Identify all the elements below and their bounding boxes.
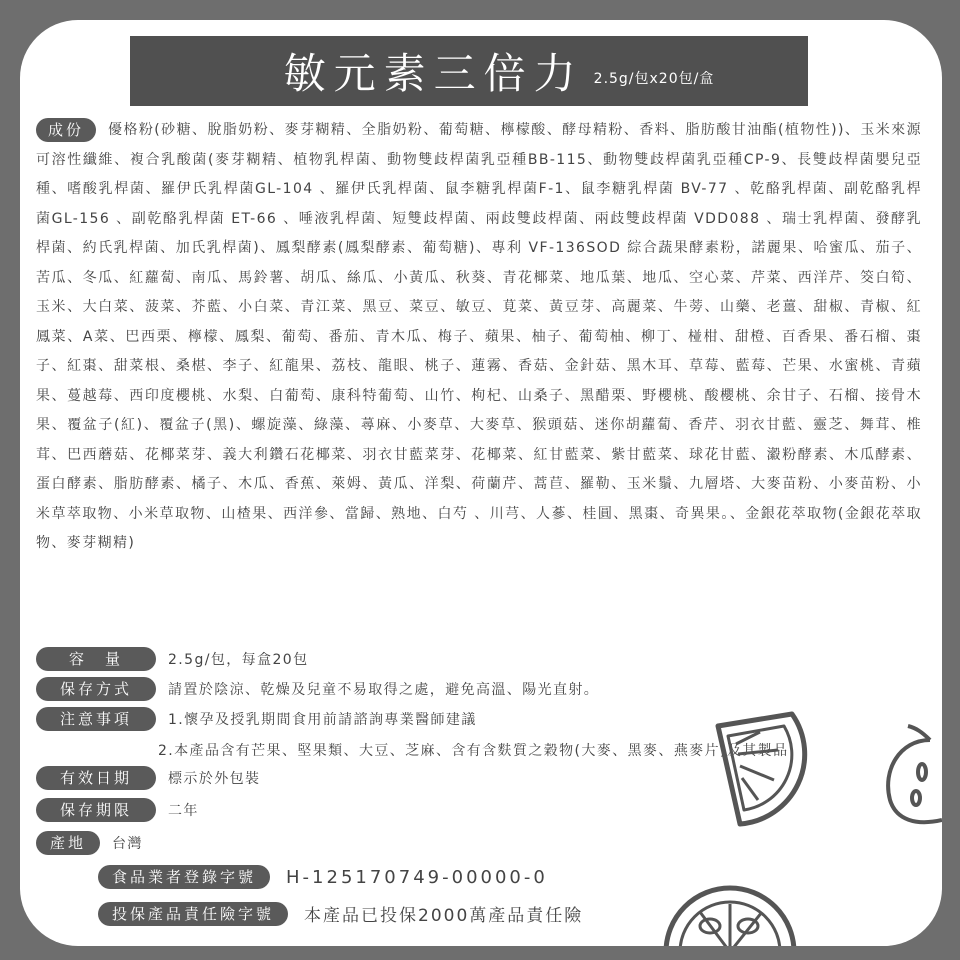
food-registration-row [98,865,548,889]
capacity-row [36,647,308,671]
storage-row [36,677,599,701]
title-bar [130,36,808,106]
shelf-life-row [36,798,199,822]
package-spec: 2.5g/包x20包/盒 [593,71,715,87]
label-card [20,20,942,946]
origin-row [36,831,143,855]
storage-badge: 保存方式 [36,677,156,701]
shelf-life-badge: 保存期限 [36,798,156,822]
storage-value: 請置於陰涼、乾燥及兒童不易取得之處，避免高溫、陽光直射。 [168,682,600,698]
ingredients-text: 優格粉(砂糖、脫脂奶粉、麥芽糊精、全脂奶粉、葡萄糖、檸檬酸、酵母精粉、香料、脂肪酸甘油酯(植物性))、玉米來源可溶性纖維、複合乳酸菌(麥芽糊精、植物乳桿菌、動物雙歧桿菌乳亞種BB-115、動物雙歧桿菌乳亞種CP-9、長雙歧桿菌嬰兒亞種、嗜酸乳桿菌、羅伊氏乳桿菌GL-104 、羅伊氏乳桿菌、鼠李糖乳桿菌F-1、鼠李糖乳桿菌 BV-77 、乾酪乳桿菌、副乾酪乳桿菌GL-156 、副乾酪乳桿菌 ET-66 、唾液乳桿菌、短雙歧桿菌、兩歧雙歧桿菌、兩歧雙歧桿菌 VDD088 、瑞士乳桿菌、發酵乳桿菌、約氏乳桿菌、加氏乳桿菌)、鳳梨酵素(鳳梨酵素、葡萄糖)、專利 VF-136SOD 綜合蔬果酵素粉，諾麗果、哈蜜瓜、茄子、苦瓜、冬瓜、紅蘿蔔、南瓜、馬鈴薯、胡瓜、絲瓜、小黃瓜、秋葵、青花椰菜、地瓜葉、地瓜、空心菜、芹菜、西洋芹、筊白筍、玉米、大白菜、菠菜、芥藍、小白菜、青江菜、黑豆、菜豆、敏豆、莧菜、黃豆芽、高麗菜、牛蒡、山藥、老薑、甜椒、青椒、紅鳳菜、A菜、巴西栗、檸檬、鳳梨、葡萄、番茄、青木瓜、梅子、蘋果、柚子、葡萄柚、柳丁、椪柑、甜橙、百香果、番石榴、棗子、紅棗、甜菜根、桑椹、李子、紅龍果、荔枝、龍眼、桃子、蓮霧、香菇、金針菇、黑木耳、草莓、藍莓、芒果、水蜜桃、青蘋果、蔓越莓、西印度櫻桃、水梨、白葡萄、康科特葡萄、山竹、枸杞、山桑子、黑醋栗、野櫻桃、酸櫻桃、余甘子、石榴、接骨木果、覆盆子(紅)、覆盆子(黑)、螺旋藻、綠藻、蕁麻、小麥草、大麥草、猴頭菇、迷你胡蘿蔔、香芹、羽衣甘藍、靈芝、舞茸、椎茸、巴西蘑菇、花椰菜芽、義大利鑽石花椰菜、羽衣甘藍菜芽、花椰菜、紅甘藍菜、紫甘藍菜、球花甘藍、瀫粉酵素、木瓜酵素、蛋白酵素、脂肪酵素、橘子、木瓜、香蕉、萊姆、黃瓜、洋梨、荷蘭芹、蒿苣、羅勒、玉米鬚、九層塔、大麥苗粉、小麥苗粉、小米草萃取物、小米草取物、山楂果、西洋參、當歸、熟地、白芍 、川芎、人蔘、桂圓、黑棗、奇異果。、金銀花萃取物(金銀花萃取物、麥芽糊精) [36,122,922,551]
food-registration-badge: 食品業者登錄字號 [98,865,270,889]
caution-badge: 注意事項 [36,707,156,731]
citrus-slice-icon [700,696,810,836]
insurance-value: 本產品已投保2000萬產品責任險 [304,906,584,926]
shelf-life-value: 二年 [168,803,199,819]
insurance-badge: 投保產品責任險字號 [98,902,288,926]
origin-value: 台灣 [112,836,143,852]
capacity-value: 2.5g/包，每盒20包 [168,652,309,668]
ingredients-section [36,116,922,559]
caution-item-1: 1.懷孕及授乳期間食用前請諮詢專業醫師建議 [168,712,477,728]
caution-item-2: 2.本產品含有芒果、堅果類、大豆、芝麻、含有含麩質之穀物(大麥、黑麥、燕麥片)及其製品 [158,743,789,759]
orange-half-icon [660,882,810,946]
expiry-value: 標示於外包裝 [168,771,261,787]
caution-row [36,707,477,731]
insurance-row [98,901,583,926]
origin-badge: 產地 [36,831,100,855]
product-name: 敏元素三倍力 [283,49,584,98]
expiry-badge: 有效日期 [36,766,156,790]
expiry-row [36,766,260,790]
fruit-outline-icon [860,720,942,840]
food-registration-value: H-125170749-00000-0 [286,866,548,888]
ingredients-badge: 成份 [36,118,96,142]
capacity-badge: 容 量 [36,647,156,671]
